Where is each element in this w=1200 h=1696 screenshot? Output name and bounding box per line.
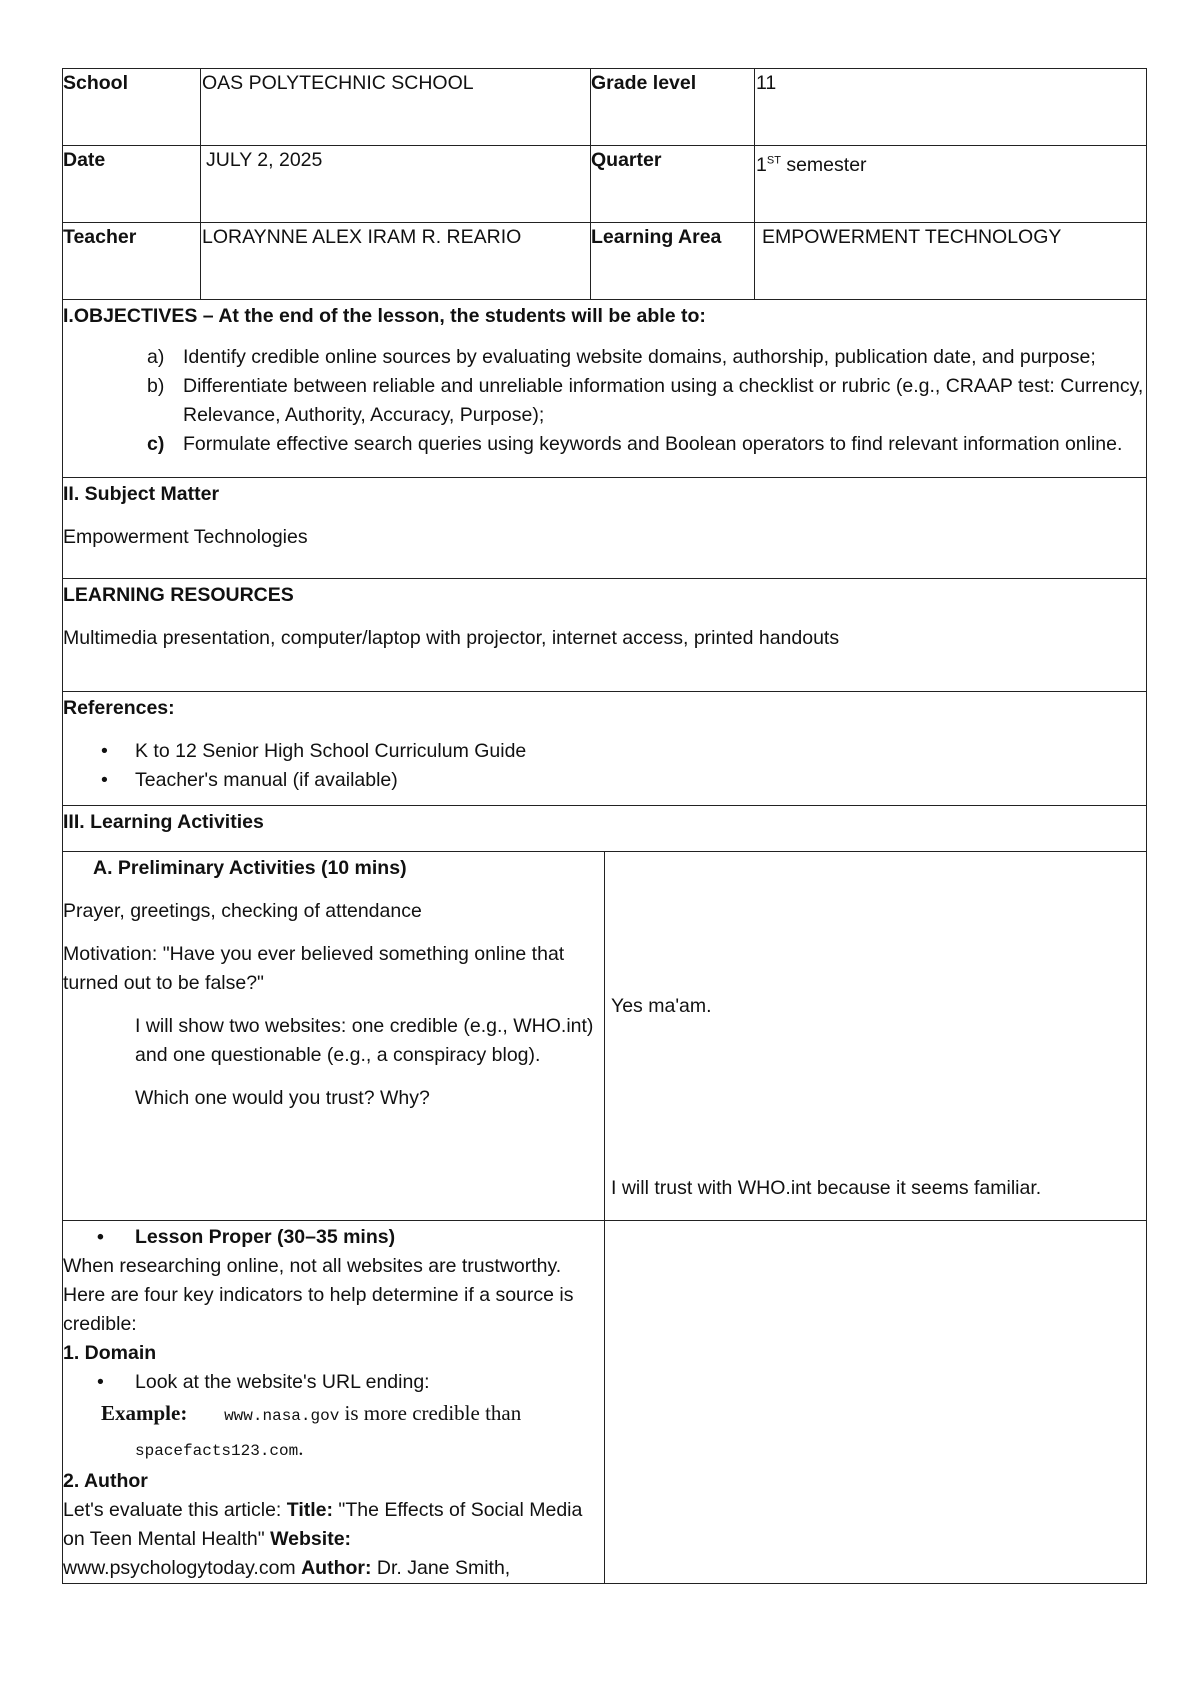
- learning-resources-section: [63, 579, 1147, 692]
- objective-item: a) Identify credible online sources by evaluating website domains, authorship, publication date, and purpose;: [147, 346, 1096, 368]
- author-title: 2. Author: [63, 1470, 148, 1492]
- subject-matter-title: II. Subject Matter: [63, 483, 220, 505]
- reference-item: • K to 12 Senior High School Curriculum Guide: [135, 737, 1146, 766]
- objective-item: c) Formulate effective search queries using keywords and Boolean operators to find relevant information online.: [147, 433, 1123, 455]
- response-trust: I will trust with WHO.int because it seems familiar.: [611, 1177, 1042, 1199]
- lesson-response-cell: [605, 1221, 1147, 1584]
- quarter-label: Quarter: [591, 149, 662, 171]
- lesson-proper-cell: [63, 1221, 605, 1584]
- objectives-list: [63, 343, 1146, 459]
- student-response-cell: [605, 852, 1147, 1221]
- domain-title: 1. Domain: [63, 1342, 157, 1364]
- references-title: References:: [63, 697, 175, 719]
- references-list: [63, 737, 1146, 795]
- grade-value: 11: [756, 72, 777, 94]
- example-url-com: spacefacts123.com: [135, 1442, 299, 1460]
- lesson-intro: When researching online, not all websites are trustworthy. Here are four key indicators to help determine if a source is credible:: [63, 1255, 574, 1335]
- subject-matter-section: [63, 478, 1147, 579]
- school-value: OAS POLYTECHNIC SCHOOL: [202, 72, 474, 94]
- learning-resources-title: LEARNING RESOURCES: [63, 584, 294, 606]
- references-section: [63, 692, 1147, 806]
- preliminary-activities-cell: [63, 852, 605, 1221]
- quarter-value: 1ST semester: [756, 153, 867, 176]
- date-value: JULY 2, 2025: [206, 149, 323, 171]
- example-url-gov: www.nasa.gov: [224, 1407, 340, 1425]
- domain-bullet: • Look at the website's URL ending:: [63, 1368, 604, 1397]
- subject-matter-text: Empowerment Technologies: [63, 526, 308, 548]
- objectives-title: I.OBJECTIVES – At the end of the lesson, the students will be able to:: [63, 305, 706, 327]
- teacher-label: Teacher: [63, 226, 137, 248]
- objectives-section: [63, 300, 1147, 478]
- prayer-text: Prayer, greetings, checking of attendance: [63, 900, 422, 922]
- school-label: School: [63, 72, 129, 94]
- learning-area-value: EMPOWERMENT TECHNOLOGY: [762, 226, 1062, 248]
- learning-area-label: Learning Area: [591, 226, 722, 248]
- domain-example: Example: www.nasa.gov is more credible than spacefacts123.com.: [101, 1401, 522, 1460]
- websites-demo-text: I will show two websites: one credible (e.g., WHO.int) and one questionable (e.g., a conspiracy blog).: [135, 1015, 594, 1066]
- reference-item: • Teacher's manual (if available): [135, 766, 1146, 795]
- header-table: [62, 68, 1147, 300]
- author-example: Let's evaluate this article: Title: "The Effects of Social Media on Teen Mental Health" Website: www.psychologytoday.com Author: Dr. Jane Smith,: [63, 1499, 583, 1579]
- objective-item: b) Differentiate between reliable and unreliable information using a checklist or rubric (e.g., CRAAP test: Currency, Relevance, Authority, Accuracy, Purpose);: [147, 375, 1144, 426]
- grade-label: Grade level: [591, 72, 697, 94]
- learning-resources-text: Multimedia presentation, computer/laptop with projector, internet access, printed handouts: [63, 627, 840, 649]
- trust-question-text: Which one would you trust? Why?: [135, 1087, 430, 1109]
- teacher-value: LORAYNNE ALEX IRAM R. REARIO: [202, 226, 522, 248]
- learning-activities-title: III. Learning Activities: [63, 811, 264, 833]
- lesson-plan-page: [62, 68, 1146, 1584]
- preliminary-title: A. Preliminary Activities (10 mins): [93, 857, 407, 879]
- response-yes: Yes ma'am.: [611, 995, 712, 1017]
- date-label: Date: [63, 149, 106, 171]
- body-table: [62, 299, 1147, 1584]
- motivation-text: Motivation: "Have you ever believed something online that turned out to be false?": [63, 943, 565, 994]
- learning-activities-header: [63, 806, 1147, 852]
- lesson-proper-title: • Lesson Proper (30–35 mins): [63, 1223, 604, 1252]
